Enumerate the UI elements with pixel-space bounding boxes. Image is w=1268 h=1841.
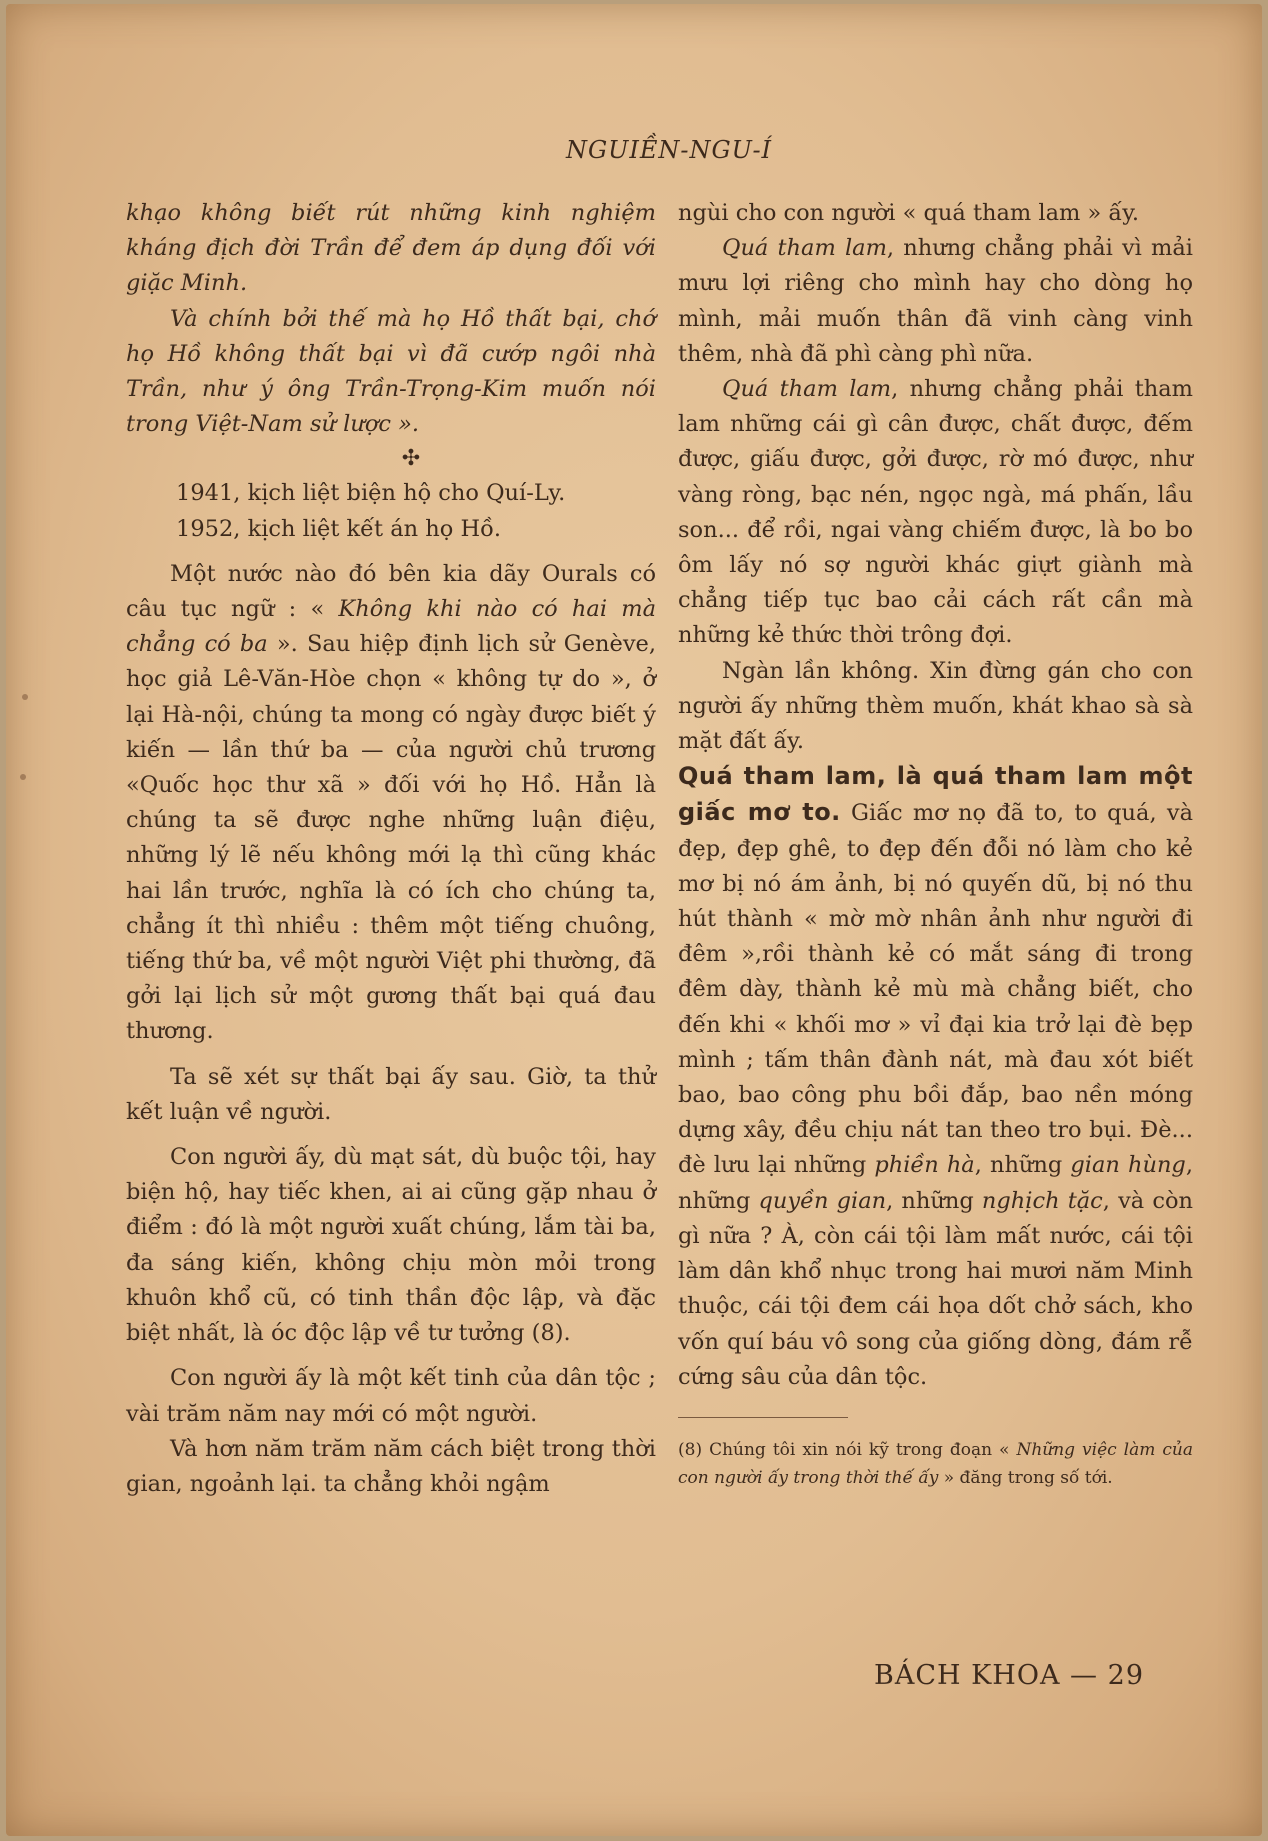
- footnote: (8) Chúng tôi xin nói kỹ trong đoạn « Những việc làm của con người ấy trong thời thế ấy » đăng trong số tới.: [678, 1439, 1193, 1488]
- right-column: [678, 196, 1193, 1492]
- paragraph: Và hơn năm trăm năm cách biệt trong thời gian, ngoảnh lại. ta chẳng khỏi ngậm: [126, 1435, 656, 1497]
- paragraph: Quá tham lam, là quá tham lam một giấc mơ to. Giấc mơ nọ đã to, to quá, và đẹp, đẹp ghê, to đẹp đến đỗi nó làm cho kẻ mơ bị nó ám ảnh, bị nó quyến dũ, bị nó thu hút thành « mờ mờ nhân ảnh như người đi đêm »,rồi thành kẻ có mắt sáng đi trong đêm dày, thành kẻ mù mà chẳng biết, cho đến khi « khối mơ » vỉ đại kia trở lại đè bẹp mình ; tấm thân đành nát, mà đau xót biết bao, bao công phu bồi đắp, bao nền móng dựng xây, đều chịu nát tan theo tro bụi. Đè... đè lưu lại những phiền hà, những gian hùng, những quyền gian, những nghịch tặc, và còn gì nữa ? À, còn cái tội làm mất nước, cái tội làm dân khổ nhục trong hai mươi năm Minh thuộc, cái tội đem cái họa dốt chở sách, kho vốn quí báu vô song của giống dòng, đám rễ cứng sâu của dân tộc.: [678, 762, 1193, 1390]
- page-folio: BÁCH KHOA — 29: [874, 1660, 1144, 1691]
- binding-hole: [20, 774, 26, 780]
- paragraph: Ngàn lần không. Xin đừng gán cho con người ấy những thèm muốn, khát khao sà sà mặt đất ấy.: [678, 657, 1193, 755]
- paragraph: ngùi cho con người « quá tham lam » ấy.: [678, 200, 1140, 226]
- date-line: 1952, kịch liệt kết án họ Hồ.: [176, 515, 501, 542]
- paragraph: Ta sẽ xét sự thất bại ấy sau. Giờ, ta thử kết luận về người.: [126, 1063, 656, 1125]
- section-separator: ✣: [401, 446, 421, 472]
- emphasis-heading: Quá tham lam, là quá tham lam một giấc mơ to.: [678, 762, 1193, 827]
- footnote-rule: [678, 1417, 848, 1418]
- date-line: 1941, kịch liệt biện hộ cho Quí-Ly.: [176, 480, 566, 507]
- paragraph: Con người ấy, dù mạt sát, dù buộc tội, hay biện hộ, hay tiếc khen, ai ai cũng gặp nhau ở điểm : đó là một người xuất chúng, lắm tài ba, đa sáng kiến, không chịu mòn mỏi trong khuôn khổ cũ, có tinh thần độc lập, và đặc biệt nhất, là óc độc lập về tư tưởng (8).: [126, 1144, 656, 1347]
- running-header: NGUIỀN-NGU-Í: [565, 136, 773, 164]
- paragraph: Và chính bởi thế mà họ Hồ thất bại, chớ họ Hồ không thất bại vì đã cướp ngôi nhà Trần, như ý ông Trần-Trọng-Kim muốn nói trong Việt-Nam sử lược ».: [126, 305, 656, 438]
- paragraph: Con người ấy là một kết tinh của dân tộc ; vài trăm năm nay mới có một người.: [126, 1365, 656, 1427]
- paragraph: Quá tham lam, nhưng chẳng phải tham lam những cái gì cân được, chất được, đếm được, giấu được, gởi được, rờ mó được, như vàng ròng, bạc nén, ngọc ngà, má phấn, lầu son... để rồi, ngai vàng chiếm được, là bo bo ôm lấy nó sợ người khác giựt giành mà chẳng tiếp tục bao cải cách rất cần mà những kẻ thức thời trông đợi.: [678, 376, 1193, 649]
- proverb-quote: Không khi nào có hai mà chẳng có ba: [126, 596, 656, 658]
- left-column: [126, 196, 656, 1502]
- magazine-page: [6, 4, 1262, 1836]
- binding-hole: [22, 694, 28, 700]
- paragraph: Một nước nào đó bên kia dãy Ourals có câu tục ngữ : « Không khi nào có hai mà chẳng có ba ». Sau hiệp định lịch sử Genève, học giả Lê-Văn-Hòe chọn « không tự do », ở lại Hà-nội, chúng ta mong có ngày được biết ý kiến — lần thứ ba — của người chủ trương «Quốc học thư xã » đối với họ Hồ. Hẳn là chúng ta sẽ được nghe những luận điệu, những lý lẽ nếu không mới lạ thì cũng khác hai lần trước, nghĩa là có ích cho chúng ta, chẳng ít thì nhiều : thêm một tiếng chuông, tiếng thứ ba, về một người Việt phi thường, đã gởi lại lịch sử một gương thất bại quá đau thương.: [126, 560, 657, 1045]
- paragraph: Quá tham lam, nhưng chẳng phải vì mải mưu lợi riêng cho mình hay cho dòng họ mình, mải muốn thân đã vinh càng vinh thêm, nhà đã phì càng phì nữa.: [678, 235, 1193, 367]
- paragraph: khạo không biết rút những kinh nghiệm kháng địch đời Trần để đem áp dụng đối với giặc Minh.: [126, 200, 656, 297]
